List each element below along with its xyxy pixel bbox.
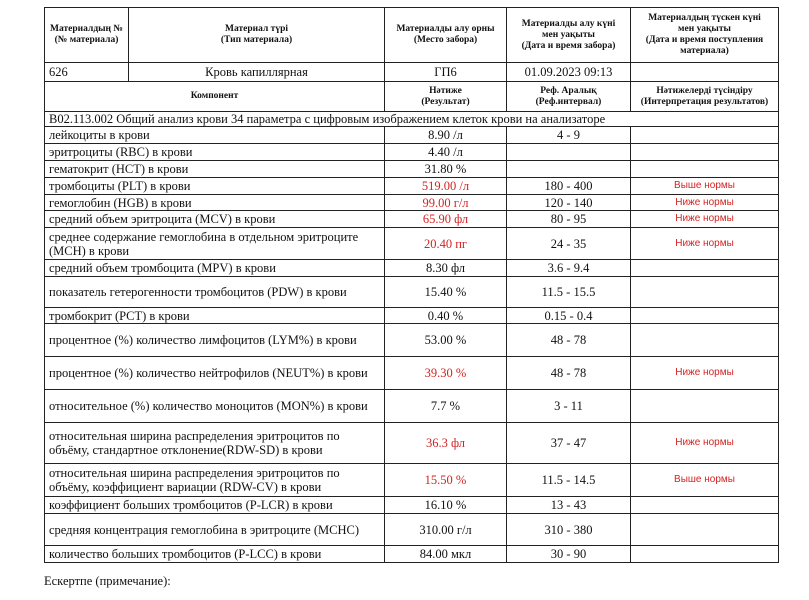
result-value: 99.00 г/л [385,195,507,211]
sample-datetime: 01.09.2023 09:13 [507,63,631,82]
material-header-row [45,8,779,63]
interpretation: Выше нормы [631,464,779,497]
section-title: B02.113.002 Общий анализ крови 34 параметра с цифровым изображением клеток крови на анализаторе [45,112,779,127]
interpretation: Ниже нормы [631,211,779,228]
result-row [45,390,779,423]
result-row [45,514,779,546]
results-table [44,7,779,563]
result-row [45,195,779,211]
result-row [45,211,779,228]
reference-range: 80 - 95 [507,211,631,228]
result-value: 15.50 % [385,464,507,497]
result-value: 8.30 фл [385,260,507,277]
reference-range: 11.5 - 15.5 [507,277,631,308]
result-value: 8.90 /л [385,127,507,144]
result-value: 31.80 % [385,161,507,178]
component-name: лейкоциты в крови [45,127,385,144]
result-row [45,127,779,144]
component-name: относительное (%) количество моноцитов (MON%) в крови [45,390,385,423]
reference-header: Реф. Аралық (Реф.интервал) [507,82,631,112]
material-received-header: Материалдың түскен күні мен уақыты (Дата и время поступления материала) [631,8,779,63]
interpretation: Ниже нормы [631,228,779,260]
component-name: относительная ширина распределения эритроцитов по объёму, коэффициент вариации (RDW-CV) в крови [45,464,385,497]
reference-range: 48 - 78 [507,324,631,357]
interpretation [631,497,779,514]
reference-range: 48 - 78 [507,357,631,390]
interpretation [631,514,779,546]
result-row [45,178,779,195]
sample-received [631,63,779,82]
component-name: показатель гетерогенности тромбоцитов (PDW) в крови [45,277,385,308]
interpretation [631,277,779,308]
result-value: 20.40 пг [385,228,507,260]
sample-number: 626 [45,63,129,82]
result-value: 519.00 /л [385,178,507,195]
reference-range [507,144,631,161]
interpretation [631,308,779,324]
material-values-row [45,63,779,82]
interpretation [631,390,779,423]
result-row [45,228,779,260]
result-header: Нәтиже (Результат) [385,82,507,112]
reference-range: 37 - 47 [507,423,631,464]
result-row [45,464,779,497]
sample-place: ГП6 [385,63,507,82]
component-name: гемоглобин (HGB) в крови [45,195,385,211]
reference-range: 310 - 380 [507,514,631,546]
components-header-row [45,82,779,112]
material-number-header: Материалдың № (№ материала) [45,8,129,63]
interpretation [631,324,779,357]
result-value: 0.40 % [385,308,507,324]
reference-range [507,161,631,178]
result-value: 15.40 % [385,277,507,308]
reference-range: 30 - 90 [507,546,631,563]
result-row [45,357,779,390]
result-row [45,277,779,308]
reference-range: 180 - 400 [507,178,631,195]
reference-range: 24 - 35 [507,228,631,260]
result-value: 39.30 % [385,357,507,390]
reference-range: 4 - 9 [507,127,631,144]
result-row [45,546,779,563]
component-name: эритроциты (RBC) в крови [45,144,385,161]
interpretation [631,260,779,277]
result-value: 84.00 мкл [385,546,507,563]
lab-results-sheet [44,7,778,563]
result-row [45,144,779,161]
interpretation [631,144,779,161]
component-name: средняя концентрация гемоглобина в эритроците (MCHC) [45,514,385,546]
interpretation: Ниже нормы [631,195,779,211]
interpretation: Ниже нормы [631,357,779,390]
component-name: тромбокрит (PCT) в крови [45,308,385,324]
component-name: тромбоциты (PLT) в крови [45,178,385,195]
result-row [45,260,779,277]
result-value: 65.90 фл [385,211,507,228]
component-name: процентное (%) количество нейтрофилов (NEUT%) в крови [45,357,385,390]
component-name: средний объем тромбоцита (MPV) в крови [45,260,385,277]
interpretation [631,161,779,178]
component-header: Компонент [45,82,385,112]
reference-range: 3 - 11 [507,390,631,423]
component-name: среднее содержание гемоглобина в отдельном эритроците (MCH) в крови [45,228,385,260]
sample-type: Кровь капиллярная [129,63,385,82]
interpretation [631,546,779,563]
material-datetime-header: Материалды алу күні мен уақыты (Дата и время забора) [507,8,631,63]
interpretation-header: Нәтижелерді түсіндіру (Интерпретация результатов) [631,82,779,112]
component-name: относительная ширина распределения эритроцитов по объёму, стандартное отклонение(RDW-SD) в крови [45,423,385,464]
result-value: 53.00 % [385,324,507,357]
result-row [45,423,779,464]
reference-range: 120 - 140 [507,195,631,211]
interpretation: Выше нормы [631,178,779,195]
result-row [45,161,779,178]
result-row [45,497,779,514]
result-row [45,308,779,324]
result-value: 16.10 % [385,497,507,514]
component-name: количество больших тромбоцитов (P-LCC) в крови [45,546,385,563]
result-value: 7.7 % [385,390,507,423]
reference-range: 3.6 - 9.4 [507,260,631,277]
result-value: 4.40 /л [385,144,507,161]
interpretation [631,127,779,144]
reference-range: 0.15 - 0.4 [507,308,631,324]
section-title-row [45,112,779,127]
material-place-header: Материалды алу орны (Место забора) [385,8,507,63]
component-name: гематокрит (HCT) в крови [45,161,385,178]
component-name: средний объем эритроцита (MCV) в крови [45,211,385,228]
component-name: коэффициент больших тромбоцитов (P-LCR) в крови [45,497,385,514]
result-row [45,324,779,357]
material-type-header: Материал түрі (Тип материала) [129,8,385,63]
component-name: процентное (%) количество лимфоцитов (LYM%) в крови [45,324,385,357]
reference-range: 11.5 - 14.5 [507,464,631,497]
note-label: Ескертпе (примечание): [44,574,171,588]
result-value: 310.00 г/л [385,514,507,546]
reference-range: 13 - 43 [507,497,631,514]
interpretation: Ниже нормы [631,423,779,464]
result-value: 36.3 фл [385,423,507,464]
